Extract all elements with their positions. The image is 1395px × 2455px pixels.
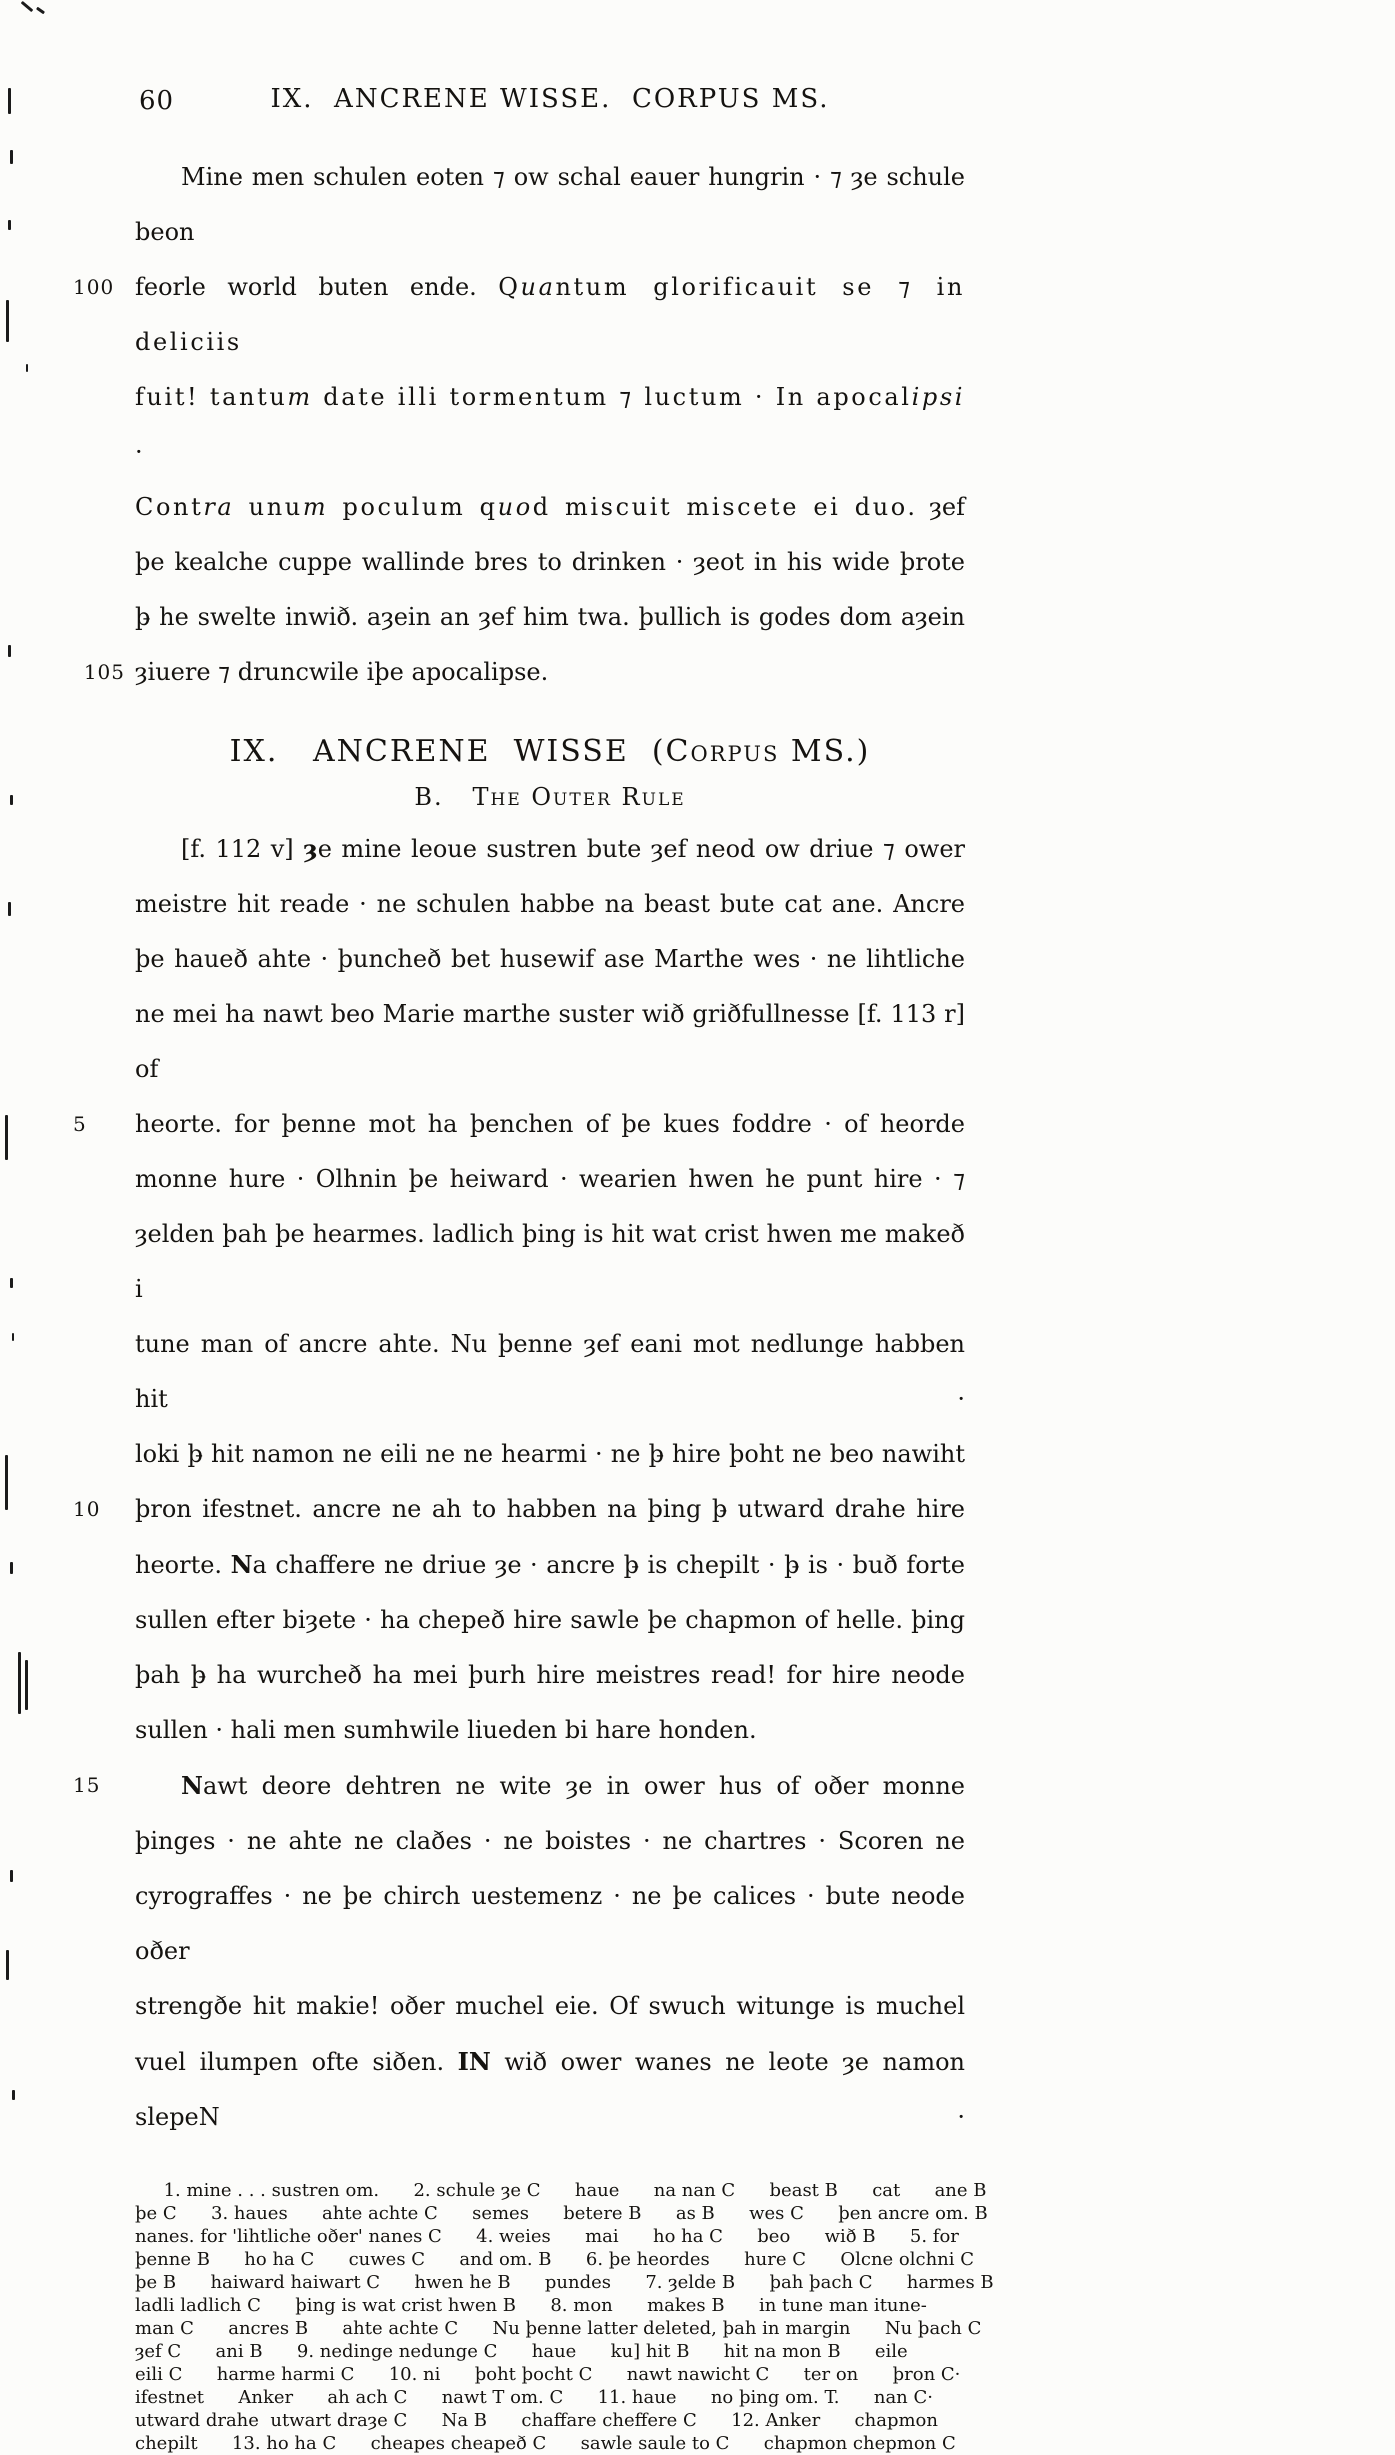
paragraph-previous-section — [73, 150, 966, 700]
text-segment: monne hure · Olhnin þe heiward · wearien hwen he punt hire · ⁊ — [135, 1165, 965, 1193]
section-heading-smallcaps: Corpus — [665, 734, 780, 769]
text-segment: Mine men schulen eoten ⁊ ow schal eauer hungrin · ⁊ ȝe schule beon — [135, 163, 965, 246]
text-column — [73, 150, 966, 2145]
section-heading — [135, 734, 965, 769]
text-segment: sullen efter biȝete · ha chepeð hire sawle þe chapmon of helle. þing — [135, 1606, 965, 1634]
footnote-line: utward drahe utwart draȝe C Na B chaffare cheffere C 12. Anker chapmon — [135, 2410, 938, 2431]
text-segment: vuel ilumpen ofte siðen. — [135, 2048, 458, 2076]
text-line — [73, 260, 965, 370]
subsection-title: The Outer Rule — [472, 783, 686, 811]
footnote-line: ȝef C ani B 9. nedinge nedunge C haue ku] hit B hit na mon B eile — [135, 2341, 908, 2362]
text-segment: heorte. — [135, 1551, 231, 1579]
text-line — [135, 370, 965, 480]
footnote-line: nanes. for 'lihtliche oðer' nanes C 4. weies mai ho ha C beo wið B 5. for — [135, 2226, 959, 2247]
text-segment: Cont — [135, 493, 204, 521]
margin-line-number: 100 — [73, 275, 115, 299]
text-segment: date illi tormentum ⁊ luctum · In apocal — [312, 383, 912, 411]
section-heading-pre: IX. ANCRENE WISSE ( — [229, 734, 666, 769]
text-line — [135, 590, 965, 645]
footnote-line: 1. mine . . . sustren om. 2. schule ȝe C haue na nan C beast B cat ane B — [135, 2180, 987, 2201]
text-segment: N — [181, 1771, 203, 1800]
text-segment: m — [287, 383, 313, 411]
page-number: 60 — [139, 86, 175, 116]
margin-line-number: 15 — [73, 1773, 101, 1797]
text-line — [73, 1482, 965, 1537]
text-segment: feorle world buten ende. — [135, 273, 499, 301]
text-line — [135, 1152, 965, 1207]
text-segment: þron ifestnet. ancre ne ah to habben na þing þ̵ utward drahe hire — [135, 1495, 965, 1523]
text-segment: [f. 112 v] — [181, 835, 304, 863]
text-line — [135, 1648, 965, 1703]
footnote-line: chepilt 13. ho ha C cheapes cheapeð C sawle saule to C chapmon chepmon C — [135, 2433, 956, 2454]
text-segment: ȝelden þah þe hearmes. ladlich þing is hit wat crist hwen me makeð i — [135, 1220, 965, 1303]
text-line — [135, 1317, 965, 1427]
footnote-line: þe B haiward haiwart C hwen he B pundes 7. ȝelde B þah þach C harmes B — [135, 2272, 994, 2293]
text-segment: meistre hit reade · ne schulen habbe na beast bute cat ane. Ancre — [135, 890, 965, 918]
footnote-line: man C ancres B ahte achte C Nu þenne latter deleted, þah in margin Nu þach C — [135, 2318, 982, 2339]
text-segment: unu — [234, 493, 303, 521]
page-header — [135, 84, 965, 128]
subsection-prefix: B. — [414, 783, 473, 811]
text-segment: þe haueð ahte · þuncheð bet husewif ase Marthe wes · ne lihtliche — [135, 945, 965, 973]
text-segment: ȝ — [303, 834, 318, 863]
text-line — [135, 1814, 965, 1869]
text-line — [135, 1593, 965, 1648]
text-segment: fuit! tantu — [135, 383, 288, 411]
text-segment: ra — [203, 493, 235, 521]
text-segment: IN — [457, 2047, 491, 2076]
text-segment: tune man of ancre ahte. Nu þenne ȝef eani mot nedlunge habben hit · — [135, 1330, 965, 1413]
text-segment: poculum q — [328, 493, 498, 521]
footnote-line: þenne B ho ha C cuwes C and om. B 6. þe heordes hure C Olcne olchni C — [135, 2249, 975, 2270]
text-line — [73, 1097, 965, 1152]
text-segment: e mine leoue sustren bute ȝef neod ow driue ⁊ ower — [317, 835, 965, 863]
text-segment: d miscuit miscete ei duo. — [532, 493, 918, 521]
text-segment: Q — [498, 273, 521, 301]
footnote-line: ladli ladlich C þing is wat crist hwen B 8. mon makes B in tune man itune- — [135, 2295, 927, 2316]
text-segment: uo — [497, 493, 533, 521]
text-line — [135, 932, 965, 987]
paragraph-outer-rule-2 — [73, 1758, 965, 2145]
paragraph-outer-rule-1 — [73, 821, 966, 1758]
footnote-line: þe C 3. haues ahte achte C semes betere B as B wes C þen ancre om. B — [135, 2203, 988, 2224]
margin-line-number: 5 — [73, 1112, 87, 1136]
text-segment: ȝiuere ⁊ druncwile iþe apocalipse. — [135, 658, 549, 686]
text-segment: strengðe hit makie! oðer muchel eie. Of swuch witunge is muchel — [135, 1992, 965, 2020]
running-title: IX. ANCRENE WISSE. CORPUS MS. — [270, 84, 830, 114]
text-segment: wið ower wanes ne leote ȝe namon slepeN · — [135, 2048, 965, 2131]
text-segment: m — [302, 493, 329, 521]
margin-line-number: 10 — [73, 1497, 101, 1521]
text-segment: awt deore dehtren ne wite ȝe in ower hus of oðer monne — [202, 1772, 965, 1800]
text-segment: þe kealche cuppe wallinde bres to drinken · ȝeot in his wide þrote — [135, 548, 965, 576]
margin-line-number: 105 — [83, 660, 125, 684]
text-line — [135, 1703, 965, 1758]
text-line — [135, 150, 965, 260]
text-line — [135, 1207, 965, 1317]
text-segment: a chaffere ne driue ȝe · ancre þ̵ is chepilt · þ̵ is · buð forte — [252, 1551, 966, 1579]
text-line — [135, 821, 965, 877]
text-segment: loki þ̵ hit namon ne eili ne ne hearmi · ne þ̵ hire þoht ne beo nawiht — [135, 1440, 965, 1468]
text-line — [135, 1537, 965, 1593]
footnote-line: eili C harme harmi C 10. ni þoht þocht C nawt nawicht C ter on þron C· — [135, 2364, 961, 2385]
text-segment: ipsi — [911, 383, 966, 411]
text-segment: ne mei ha nawt beo Marie marthe suster wið griðfullnesse [f. 113 r] of — [135, 1000, 965, 1083]
text-segment: þinges · ne ahte ne claðes · ne boistes · ne chartres · Scoren ne — [135, 1827, 965, 1855]
footnote-line: ifestnet Anker ah ach C nawt T om. C 11. haue no þing om. T. nan C· — [135, 2387, 933, 2408]
text-line — [73, 1758, 965, 1814]
text-segment: þ̵ he swelte inwið. aȝein an ȝef him twa. þullich is godes dom aȝein — [135, 603, 965, 631]
text-segment: þah þ̵ ha wurcheð ha mei þurh hire meistres read! for hire neode — [135, 1661, 965, 1689]
text-segment: · — [135, 438, 146, 466]
text-line — [135, 1427, 965, 1482]
text-line — [135, 987, 965, 1097]
text-line — [135, 535, 965, 590]
text-segment: ua — [520, 273, 556, 301]
text-segment: cyrograffes · ne þe chirch uestemenz · ne þe calices · bute neode oðer — [135, 1882, 965, 1965]
text-segment: heorte. for þenne mot ha þenchen of þe kues foddre · of heorde — [135, 1110, 965, 1138]
text-line — [135, 877, 965, 932]
text-line — [135, 1869, 965, 1979]
subsection-heading — [135, 783, 965, 811]
text-line — [83, 645, 965, 700]
text-segment: sullen · hali men sumhwile liueden bi hare honden. — [135, 1716, 757, 1744]
text-line — [135, 2034, 965, 2145]
section-heading-post: MS.) — [779, 734, 871, 769]
text-segment: N — [230, 1550, 253, 1579]
footnotes — [135, 2179, 1027, 2455]
text-line — [135, 1979, 965, 2034]
text-segment: ȝef — [917, 493, 965, 521]
text-line — [135, 480, 965, 535]
text-segment: ntum glorificauit se ⁊ in deliciis — [135, 273, 965, 356]
